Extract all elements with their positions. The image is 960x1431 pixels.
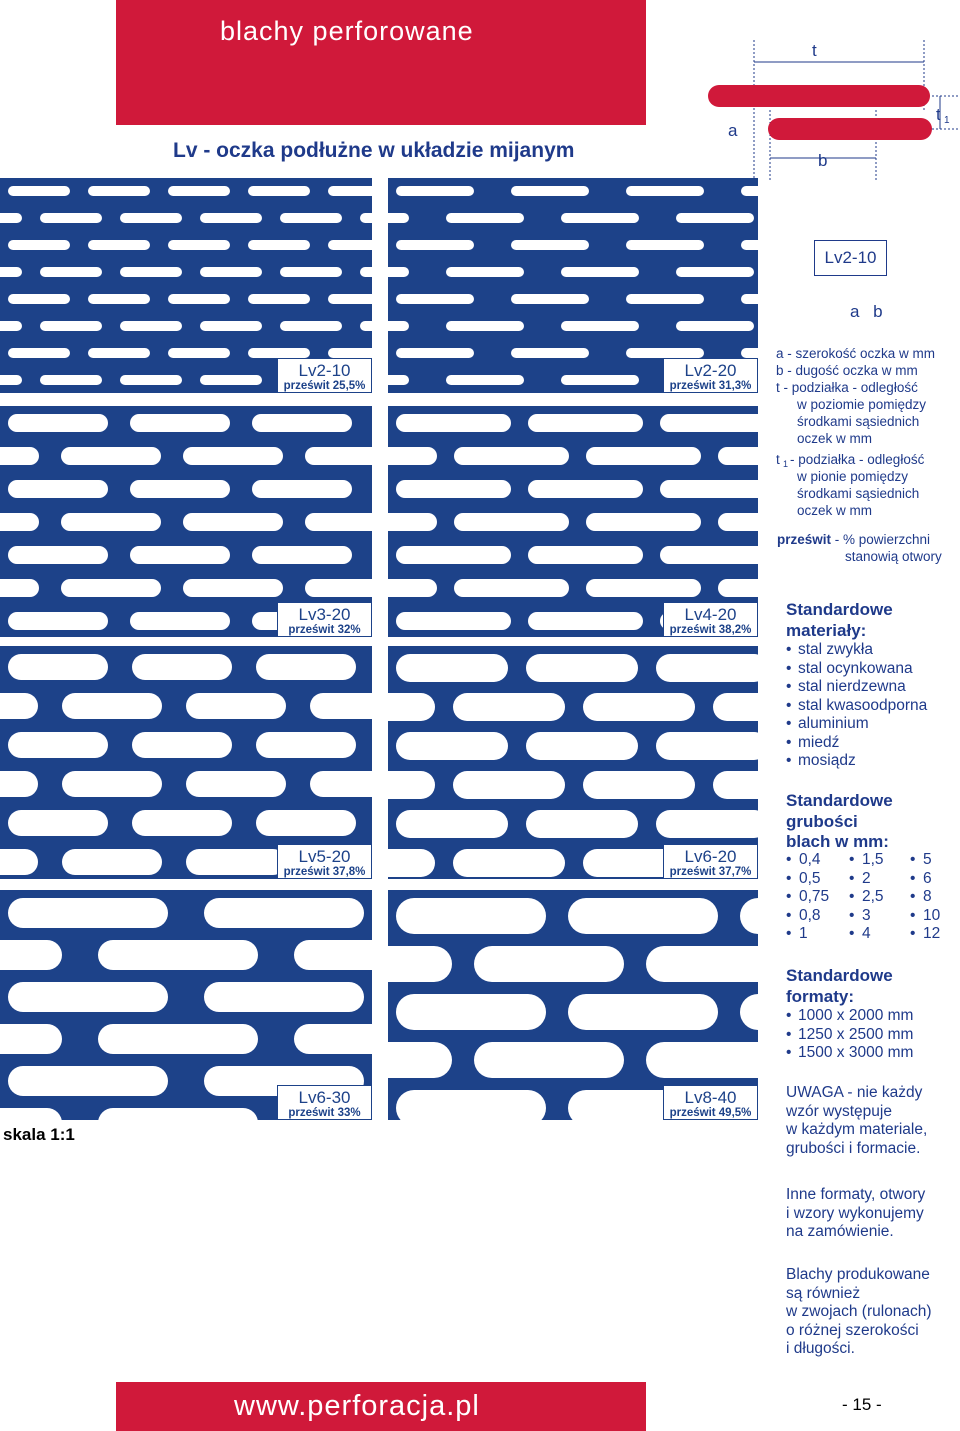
perforation-slot <box>388 513 437 531</box>
perforation-slot <box>120 213 182 223</box>
perforation-slot <box>388 447 437 465</box>
pattern-label: Lv2-20 prześwit 31,3% <box>663 358 758 393</box>
perforation-slot <box>0 267 22 277</box>
perforation-slot <box>294 1024 372 1054</box>
formats-title-1: Standardowe <box>786 966 893 985</box>
pattern-label: Lv3-20 prześwit 32% <box>277 602 372 637</box>
perforation-slot <box>453 849 565 877</box>
perforation-slot <box>396 348 474 358</box>
perforation-slot <box>740 994 758 1030</box>
perforation-slot <box>741 186 758 196</box>
perforation-slot <box>396 654 508 682</box>
perforation-slot <box>8 348 70 358</box>
perforation-slot <box>40 375 102 385</box>
perforation-slot <box>360 267 372 277</box>
list-item: • miedź <box>786 734 927 753</box>
perforation-slot <box>396 1090 546 1120</box>
perforation-slot <box>656 810 758 838</box>
perforation-slot <box>388 693 435 721</box>
materials-block <box>786 600 927 771</box>
list-item: • 12 <box>910 925 940 944</box>
perforation-slot <box>120 267 182 277</box>
def-t1-1: - podziałka - odległość <box>790 452 925 467</box>
note-custom <box>786 1186 925 1242</box>
perforation-slot <box>561 213 639 223</box>
perforation-slot <box>360 213 372 223</box>
perforation-slot <box>586 447 701 465</box>
perforation-slot <box>528 546 643 564</box>
perforation-slot <box>676 213 754 223</box>
perforation-slot <box>0 849 38 875</box>
note-line: Inne formaty, otwory <box>786 1186 926 1203</box>
pattern-panel-lv2-20 <box>388 178 758 393</box>
def-t1-sub: 1 <box>783 459 789 469</box>
note-line: o różnej szerokości <box>786 1321 919 1339</box>
perforation-slot <box>0 579 39 597</box>
perforation-slot <box>454 579 569 597</box>
list-item: • stal nierdzewna <box>786 678 927 697</box>
perforation-slot <box>8 546 108 564</box>
perforation-slot <box>511 348 589 358</box>
def-b: b - dugość oczka w mm <box>776 363 918 378</box>
perforation-slot <box>98 1024 258 1054</box>
pattern-panel-lv2-10 <box>0 178 372 393</box>
perforation-slot <box>168 240 230 250</box>
perforation-slot <box>388 946 452 982</box>
perforation-slot <box>626 294 704 304</box>
perforation-slot <box>561 321 639 331</box>
list-item: • 0,75 <box>786 888 829 907</box>
perforation-slot <box>396 994 546 1030</box>
perforation-slot <box>120 375 182 385</box>
perforation-slot <box>0 447 39 465</box>
perforation-slot <box>0 375 22 385</box>
perforation-slot <box>388 375 409 385</box>
perforation-slot <box>526 654 638 682</box>
def-t-3: środkami sąsiednich <box>797 414 920 429</box>
perforation-slot <box>130 414 230 432</box>
perforation-slot <box>568 898 718 934</box>
perforation-slot <box>280 213 342 223</box>
perforation-slot <box>200 213 262 223</box>
perforation-slot <box>396 294 474 304</box>
perforation-slot <box>656 654 758 682</box>
perforation-slot <box>583 771 695 799</box>
perforation-slot <box>280 267 342 277</box>
diagram-b-label: b <box>818 151 828 170</box>
perforation-slot <box>88 186 150 196</box>
perforation-slot <box>646 946 758 982</box>
perforation-slot <box>511 186 589 196</box>
list-item: • 0,5 <box>786 870 829 889</box>
list-item: • 0,4 <box>786 851 829 870</box>
pattern-panel-lv4-20 <box>388 406 758 637</box>
perforation-slot <box>8 240 70 250</box>
pattern-panel-lv6-20 <box>388 646 758 879</box>
perforation-slot <box>8 414 108 432</box>
perforation-slot <box>256 732 356 758</box>
perforation-slot <box>248 294 310 304</box>
materials-title-2: materiały: <box>786 620 867 640</box>
perforation-slot <box>310 693 372 719</box>
thickness-title-2: grubości <box>786 811 858 831</box>
perforation-slot <box>388 267 409 277</box>
perforation-slot <box>183 579 283 597</box>
perforation-slot <box>130 480 230 498</box>
perforation-slot <box>328 186 372 196</box>
perforation-slot <box>294 940 372 970</box>
perforation-slot <box>586 579 701 597</box>
pattern-panel-lv3-20 <box>0 406 372 637</box>
note-line: wzór występuje <box>786 1102 892 1120</box>
list-item: • 1000 x 2000 mm <box>786 1007 913 1026</box>
diagram-t-label: t <box>812 41 817 60</box>
list-item: • stal zwykła <box>786 641 927 660</box>
perforation-slot <box>453 693 565 721</box>
page-heading: Lv - oczka podłużne w układzie mijanym <box>173 139 575 162</box>
perforation-slot <box>256 810 356 836</box>
list-item: • 5 <box>910 851 940 870</box>
perforation-slot <box>388 321 409 331</box>
list-item: • mosiądz <box>786 752 927 771</box>
footer-banner <box>116 1382 646 1431</box>
materials-list <box>786 641 927 771</box>
perforation-slot <box>88 294 150 304</box>
perforation-slot <box>388 213 409 223</box>
thickness-col-3 <box>910 851 940 944</box>
slot-dimension-diagram <box>700 40 960 180</box>
pattern-label: Lv5-20 prześwit 37,8% <box>277 844 372 879</box>
perforation-slot <box>88 348 150 358</box>
perforation-slot <box>61 513 161 531</box>
perforation-slot <box>8 732 108 758</box>
perforation-slot <box>388 771 435 799</box>
thickness-col-1 <box>786 851 829 944</box>
perforation-slot <box>168 348 230 358</box>
perforation-slot <box>446 321 524 331</box>
perforation-slot <box>248 240 310 250</box>
perforation-slot <box>568 994 718 1030</box>
note-line: w zwojach (rulonach) <box>786 1303 932 1320</box>
perforation-slot <box>388 1042 452 1078</box>
perforation-slot <box>660 414 758 432</box>
thickness-title-1: Standardowe <box>786 791 893 810</box>
perforation-slot <box>656 732 758 760</box>
perforation-slot <box>40 321 102 331</box>
pattern-panel-lv5-20 <box>0 646 372 879</box>
perforation-slot <box>526 732 638 760</box>
perforation-slot <box>741 348 758 358</box>
perforation-slot <box>626 240 704 250</box>
perforation-slot <box>186 693 286 719</box>
list-item: • 1500 x 3000 mm <box>786 1044 913 1063</box>
perforation-slot <box>8 1066 168 1096</box>
perforation-slot <box>305 579 372 597</box>
perforation-slot <box>328 348 372 358</box>
perforation-slot <box>474 1042 624 1078</box>
perforation-slot <box>200 267 262 277</box>
perforation-slot <box>0 1108 62 1120</box>
list-item: • 2,5 <box>849 888 884 907</box>
perforation-slot <box>8 186 70 196</box>
perforation-slot <box>248 186 310 196</box>
perforation-slot <box>305 513 372 531</box>
list-item: • 3 <box>849 907 884 926</box>
perforation-slot <box>130 612 230 630</box>
list-item: • 6 <box>910 870 940 889</box>
note-line: UWAGA - nie każdy <box>786 1084 923 1101</box>
perforation-slot <box>454 513 569 531</box>
perforation-slot <box>511 294 589 304</box>
perforation-slot <box>8 294 70 304</box>
perforation-slot <box>396 480 511 498</box>
scale-label: skala 1:1 <box>3 1125 75 1144</box>
perforation-slot <box>204 982 364 1012</box>
perforation-slot <box>526 810 638 838</box>
perforation-slot <box>168 186 230 196</box>
diagram-t1-label: t <box>936 105 941 124</box>
perforation-slot <box>561 267 639 277</box>
perforation-slot <box>61 447 161 465</box>
perforation-slot <box>252 480 352 498</box>
list-item: • 10 <box>910 907 940 926</box>
perforation-slot <box>646 1042 758 1078</box>
perforation-slot <box>474 946 624 982</box>
perforation-slot <box>40 213 102 223</box>
note-line: i długości. <box>786 1340 855 1357</box>
page-number: - 15 - <box>842 1395 882 1414</box>
perforation-slot <box>120 321 182 331</box>
perforation-slot <box>0 940 62 970</box>
perforation-slot <box>396 186 474 196</box>
perforation-slot <box>252 546 352 564</box>
brand-title: blachy perforowane <box>220 16 474 46</box>
def-przeswit-rest: - % powierzchni <box>831 532 931 547</box>
perforation-slot <box>528 414 643 432</box>
perforation-slot <box>132 654 232 680</box>
perforation-slot <box>328 240 372 250</box>
perforation-slot <box>8 982 168 1012</box>
def-t1-4: oczek w mm <box>797 503 873 518</box>
note-coils <box>786 1266 932 1359</box>
def-t1-3: środkami sąsiednich <box>797 486 920 501</box>
perforation-slot <box>446 267 524 277</box>
perforation-slot <box>8 480 108 498</box>
perforation-slot <box>713 771 758 799</box>
perforation-slot <box>256 654 356 680</box>
pattern-panel-lv6-30 <box>0 890 372 1120</box>
diagram-a-label: a <box>728 121 738 140</box>
list-item: • 1,5 <box>849 851 884 870</box>
perforation-slot <box>718 447 758 465</box>
pattern-label: Lv4-20 prześwit 38,2% <box>663 602 758 637</box>
perforation-slot <box>8 810 108 836</box>
perforation-slot <box>200 321 262 331</box>
perforation-slot <box>183 447 283 465</box>
note-line: są również <box>786 1284 861 1302</box>
perforation-slot <box>583 693 695 721</box>
def-przeswit-2: stanowią otwory <box>845 549 942 564</box>
perforation-slot <box>40 267 102 277</box>
perforation-slot <box>186 771 286 797</box>
perforation-slot <box>626 348 704 358</box>
perforation-slot <box>62 771 162 797</box>
perforation-slot <box>396 240 474 250</box>
perforation-slot <box>454 447 569 465</box>
materials-title-1: Standardowe <box>786 600 893 619</box>
perforation-slot <box>626 186 704 196</box>
def-t-4: oczek w mm <box>797 431 873 446</box>
perforation-slot <box>528 612 643 630</box>
def-przeswit-bold: prześwit <box>777 532 832 547</box>
list-item: • 2 <box>849 870 884 889</box>
header-banner <box>116 0 646 125</box>
note-line: w każdym materiale, <box>786 1121 928 1138</box>
perforation-slot <box>528 480 643 498</box>
perforation-slot <box>660 546 758 564</box>
perforation-slot <box>0 693 38 719</box>
perforation-slot <box>204 898 364 928</box>
perforation-slot <box>61 579 161 597</box>
perforation-slot <box>660 480 758 498</box>
perforation-slot <box>360 321 372 331</box>
perforation-slot <box>676 267 754 277</box>
perforation-slot <box>168 294 230 304</box>
perforation-slot <box>396 414 511 432</box>
perforation-slot <box>305 447 372 465</box>
pattern-label: Lv2-10 prześwit 25,5% <box>277 358 372 393</box>
list-item: • 1 <box>786 925 829 944</box>
perforation-slot <box>252 414 352 432</box>
note-line: Blachy produkowane <box>786 1266 930 1283</box>
perforation-slot <box>186 849 286 875</box>
perforation-slot <box>388 849 435 877</box>
perforation-slot <box>132 810 232 836</box>
perforation-slot <box>561 375 639 385</box>
note-line: na zamówienie. <box>786 1223 894 1240</box>
perforation-slot <box>310 771 372 797</box>
perforation-slot <box>676 321 754 331</box>
perforation-slot <box>132 732 232 758</box>
thickness-title <box>786 791 893 853</box>
perforation-slot <box>62 849 162 875</box>
perforation-slot <box>396 612 511 630</box>
code-legend-box: Lv2-10 <box>814 240 887 276</box>
perforation-slot <box>0 321 22 331</box>
perforation-slot <box>183 513 283 531</box>
perforation-slot <box>453 771 565 799</box>
perforation-slot <box>446 375 524 385</box>
perforation-slot <box>713 693 758 721</box>
perforation-slot <box>396 546 511 564</box>
list-item: • 8 <box>910 888 940 907</box>
pattern-panel-lv8-40 <box>388 890 758 1120</box>
list-item: • stal ocynkowana <box>786 660 927 679</box>
perforation-slot <box>446 213 524 223</box>
pattern-label: Lv8-40 prześwit 49,5% <box>663 1085 758 1120</box>
def-t-2: w poziomie pomiędzy <box>797 397 927 412</box>
perforation-slot <box>740 898 758 934</box>
def-t1-2: w pionie pomiędzy <box>797 469 909 484</box>
pattern-label: Lv6-20 prześwit 37,7% <box>663 844 758 879</box>
pattern-label: Lv6-30 prześwit 33% <box>277 1085 372 1120</box>
diagram-t1-sub: 1 <box>944 115 950 126</box>
list-item: • 4 <box>849 925 884 944</box>
formats-title-2: formaty: <box>786 986 855 1006</box>
formats-block <box>786 966 913 1063</box>
list-item: • 1250 x 2500 mm <box>786 1026 913 1045</box>
formats-list <box>786 1007 913 1063</box>
perforation-slot <box>328 294 372 304</box>
list-item: • 0,8 <box>786 907 829 926</box>
perforation-slot <box>280 321 342 331</box>
def-t-1: t - podziałka - odległość <box>776 380 918 395</box>
perforation-slot <box>586 513 701 531</box>
perforation-slot <box>396 810 508 838</box>
perforation-slot <box>396 732 508 760</box>
def-a: a - szerokość oczka w mm <box>776 346 936 361</box>
perforation-slot <box>98 1108 258 1120</box>
perforation-slot <box>248 348 310 358</box>
perforation-slot <box>0 513 39 531</box>
thickness-title-3: blach w mm: <box>786 832 889 851</box>
list-item: • aluminium <box>786 715 927 734</box>
perforation-slot <box>8 898 168 928</box>
note-line: i wzory wykonujemy <box>786 1204 924 1222</box>
perforation-slot <box>0 1024 62 1054</box>
thickness-col-2 <box>849 851 884 944</box>
def-przeswit <box>777 531 930 548</box>
perforation-slot <box>98 940 258 970</box>
perforation-slot <box>388 579 437 597</box>
perforation-slot <box>718 579 758 597</box>
perforation-slot <box>0 771 38 797</box>
note-warning <box>786 1084 927 1158</box>
code-legend-ab: a b <box>850 302 883 321</box>
perforation-slot <box>718 513 758 531</box>
note-line: grubości i formacie. <box>786 1139 921 1157</box>
perforation-slot <box>8 654 108 680</box>
perforation-slot <box>0 213 22 223</box>
perforation-slot <box>741 294 758 304</box>
list-item: • stal kwasoodporna <box>786 697 927 716</box>
perforation-slot <box>396 898 546 934</box>
perforation-slot <box>130 546 230 564</box>
perforation-slot <box>200 375 262 385</box>
perforation-slot <box>741 240 758 250</box>
perforation-slot <box>511 240 589 250</box>
def-t1-sym: t <box>776 452 780 467</box>
perforation-slot <box>8 612 108 630</box>
perforation-slot <box>88 240 150 250</box>
website-link[interactable]: www.perforacja.pl <box>234 1390 480 1422</box>
perforation-slot <box>62 693 162 719</box>
